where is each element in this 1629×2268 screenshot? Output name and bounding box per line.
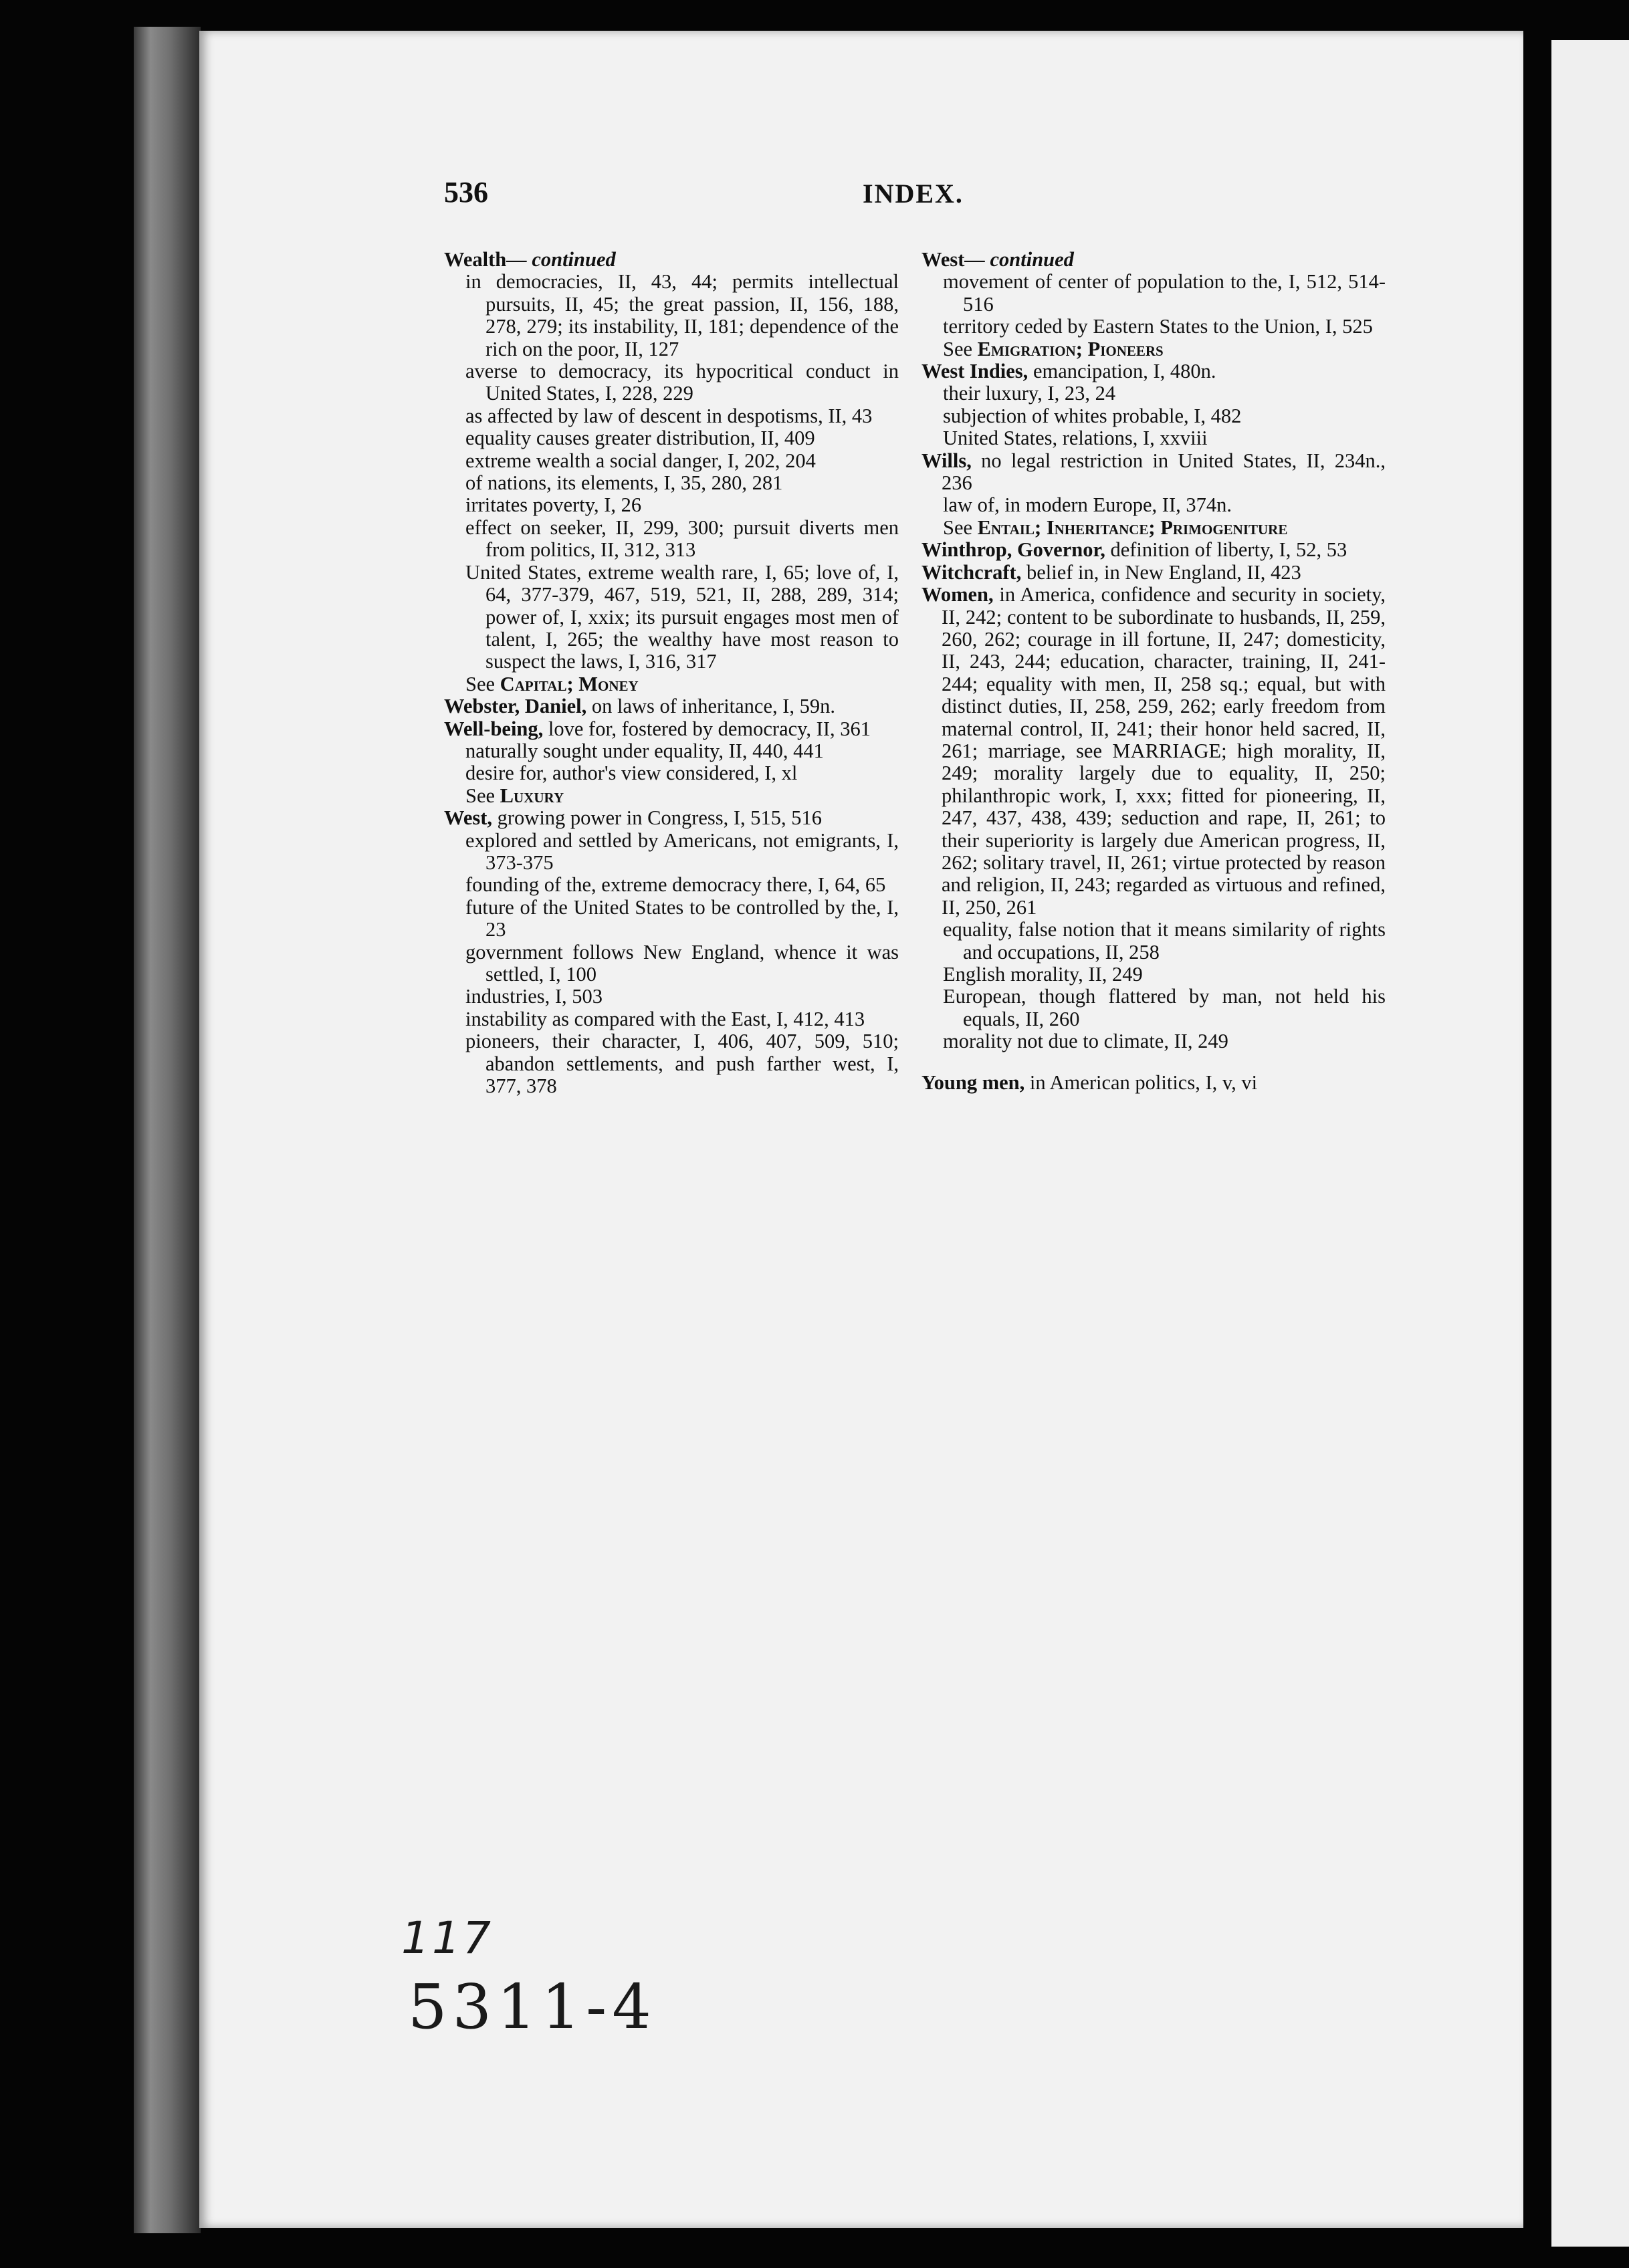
index-subentry: pioneers, their character, I, 406, 407, 509, 510; abandon settlements, and push farther west, I, 377, 378: [465, 1030, 899, 1098]
entry-text: definition of liberty, I, 52, 53: [1105, 538, 1347, 562]
see-reference: [444, 673, 899, 695]
entry-text: belief in, in New England, II, 423: [1021, 560, 1301, 584]
see-prefix: See: [943, 516, 978, 539]
index-entry: [444, 249, 899, 271]
entry-gap: [921, 1053, 1386, 1072]
entry-heading: Webster, Daniel,: [444, 695, 587, 718]
index-entry: [921, 360, 1386, 382]
index-subentry: irritates poverty, I, 26: [465, 493, 642, 517]
index-subentry: explored and settled by Americans, not emigrants, I, 373-375: [465, 828, 899, 874]
index-entry: [921, 584, 1386, 919]
index-subentry: in democracies, II, 43, 44; permits intellectual pursuits, II, 45; the great passion, II, 156, 188, 278, 279; its instability, II, 181; dependence of the rich on the poor, II, 127: [465, 270, 899, 360]
see-prefix: See: [465, 784, 500, 807]
index-column-left: [444, 249, 899, 1097]
see-targets: Emigration; Pioneers: [977, 337, 1164, 360]
adjacent-page-edge: [1551, 40, 1629, 2247]
continued-label: — continued: [506, 248, 616, 271]
index-entry: [921, 1072, 1386, 1094]
index-subentry: founding of the, extreme democracy there, I, 64, 65: [465, 873, 886, 897]
index-subentry: as affected by law of descent in despotisms, II, 43: [465, 404, 873, 427]
entry-heading: Wealth: [444, 248, 507, 271]
handwritten-call-number: 5311-4: [408, 1971, 657, 2043]
index-subentry: instability as compared with the East, I, 412, 413: [465, 1007, 865, 1030]
index-subentry: averse to democracy, its hypocritical conduct in United States, I, 228, 229: [465, 360, 899, 405]
index-subentry: extreme wealth a social danger, I, 202, 204: [465, 449, 816, 472]
index-entry: [444, 695, 899, 717]
see-targets: Entail; Inheritance; Primogeniture: [977, 516, 1288, 539]
entry-heading: Young men,: [921, 1070, 1025, 1094]
index-subentry: desire for, author's view considered, I, xl: [465, 762, 798, 785]
entry-heading: West Indies,: [921, 360, 1028, 383]
handwritten-number-top: 117: [401, 1912, 494, 1964]
index-subentry: of nations, its elements, I, 35, 280, 281: [465, 471, 783, 495]
index-subentry: government follows New England, whence it was settled, I, 100: [465, 940, 899, 986]
index-subentry: English morality, II, 249: [943, 963, 1143, 986]
index-entry: [921, 539, 1386, 561]
index-entry: [444, 718, 899, 740]
entry-heading: Witchcraft,: [921, 560, 1022, 584]
entry-text: in American politics, I, v, vi: [1024, 1070, 1258, 1094]
page-title: INDEX.: [863, 179, 964, 209]
entry-heading: Women,: [921, 583, 994, 606]
see-reference: [921, 338, 1386, 360]
entry-heading: West: [921, 248, 965, 271]
see-targets: Luxury: [500, 784, 564, 807]
entry-heading: Winthrop, Governor,: [921, 538, 1105, 562]
index-subentry: their luxury, I, 23, 24: [943, 382, 1116, 405]
index-entry: [921, 450, 1386, 495]
see-prefix: See: [465, 672, 500, 695]
index-subentry: effect on seeker, II, 299, 300; pursuit diverts men from politics, II, 312, 313: [465, 516, 899, 562]
see-reference: [444, 785, 899, 807]
index-subentry: territory ceded by Eastern States to the Union, I, 525: [943, 315, 1373, 338]
index-subentry: morality not due to climate, II, 249: [943, 1030, 1228, 1053]
index-subentry: United States, extreme wealth rare, I, 65; love of, I, 64, 377-379, 467, 519, 521, II, 288, 289, 314; power of, I, xxix; its pursuit engages most men of talent, I, 265; the wealthy have most reason to suspect the laws, I, 316, 317: [465, 560, 899, 673]
index-entry: [921, 249, 1386, 271]
index-subentry: European, though flattered by man, not held his equals, II, 260: [943, 985, 1386, 1030]
see-reference: [921, 517, 1386, 539]
continued-label: — continued: [964, 248, 1074, 271]
index-subentry: equality causes greater distribution, II, 409: [465, 427, 815, 450]
entry-heading: West,: [444, 806, 493, 830]
entry-text: in America, confidence and security in society, II, 242; content to be subordinate to husbands, II, 259, 260, 262; courage in ill fortune, II, 247; domesticity, II, 243, 244; education, character, training, II, 241-244; equality with men, II, 258 sq.; equal, but with distinct duties, II, 258, 259, 262; early freedom from maternal control, II, 241; their honor held sacred, II, 261; marriage, see MARRIAGE; high morality, II, 249; morality largely due to equality, II, 250; philanthropic work, I, xxx; fitted for pioneering, II, 247, 437, 438, 439; seduction and rape, II, 261; to their superiority is largely due American progress, II, 262; solitary travel, II, 261; virtue protected by reason and religion, II, 243; regarded as virtuous and refined, II, 250, 261: [942, 583, 1386, 919]
entry-heading: Wills,: [921, 449, 972, 472]
index-subentry: movement of center of population to the, I, 512, 514-516: [943, 270, 1386, 316]
entry-text: growing power in Congress, I, 515, 516: [492, 806, 823, 830]
index-column-right: [921, 249, 1386, 1094]
entry-text: love for, fostered by democracy, II, 361: [543, 717, 871, 740]
entry-heading: Well-being,: [444, 717, 544, 740]
index-entry: [921, 562, 1386, 584]
entry-text: no legal restriction in United States, II, 234n., 236: [942, 449, 1386, 495]
index-subentry: industries, I, 503: [465, 985, 603, 1008]
entry-text: emancipation, I, 480n.: [1028, 360, 1216, 383]
page-number: 536: [444, 176, 488, 209]
index-subentry: law of, in modern Europe, II, 374n.: [943, 493, 1232, 517]
index-subentry: naturally sought under equality, II, 440, 441: [465, 739, 824, 762]
index-subentry: United States, relations, I, xxviii: [943, 427, 1208, 450]
index-subentry: subjection of whites probable, I, 482: [943, 404, 1242, 427]
see-targets: Capital; Money: [500, 672, 639, 695]
index-subentry: equality, false notion that it means similarity of rights and occupations, II, 258: [943, 918, 1386, 963]
entry-text: on laws of inheritance, I, 59n.: [586, 695, 836, 718]
index-subentry: future of the United States to be controlled by the, I, 23: [465, 895, 899, 941]
index-entry: [444, 807, 899, 829]
book-spine: [134, 27, 201, 2233]
see-prefix: See: [943, 337, 978, 360]
